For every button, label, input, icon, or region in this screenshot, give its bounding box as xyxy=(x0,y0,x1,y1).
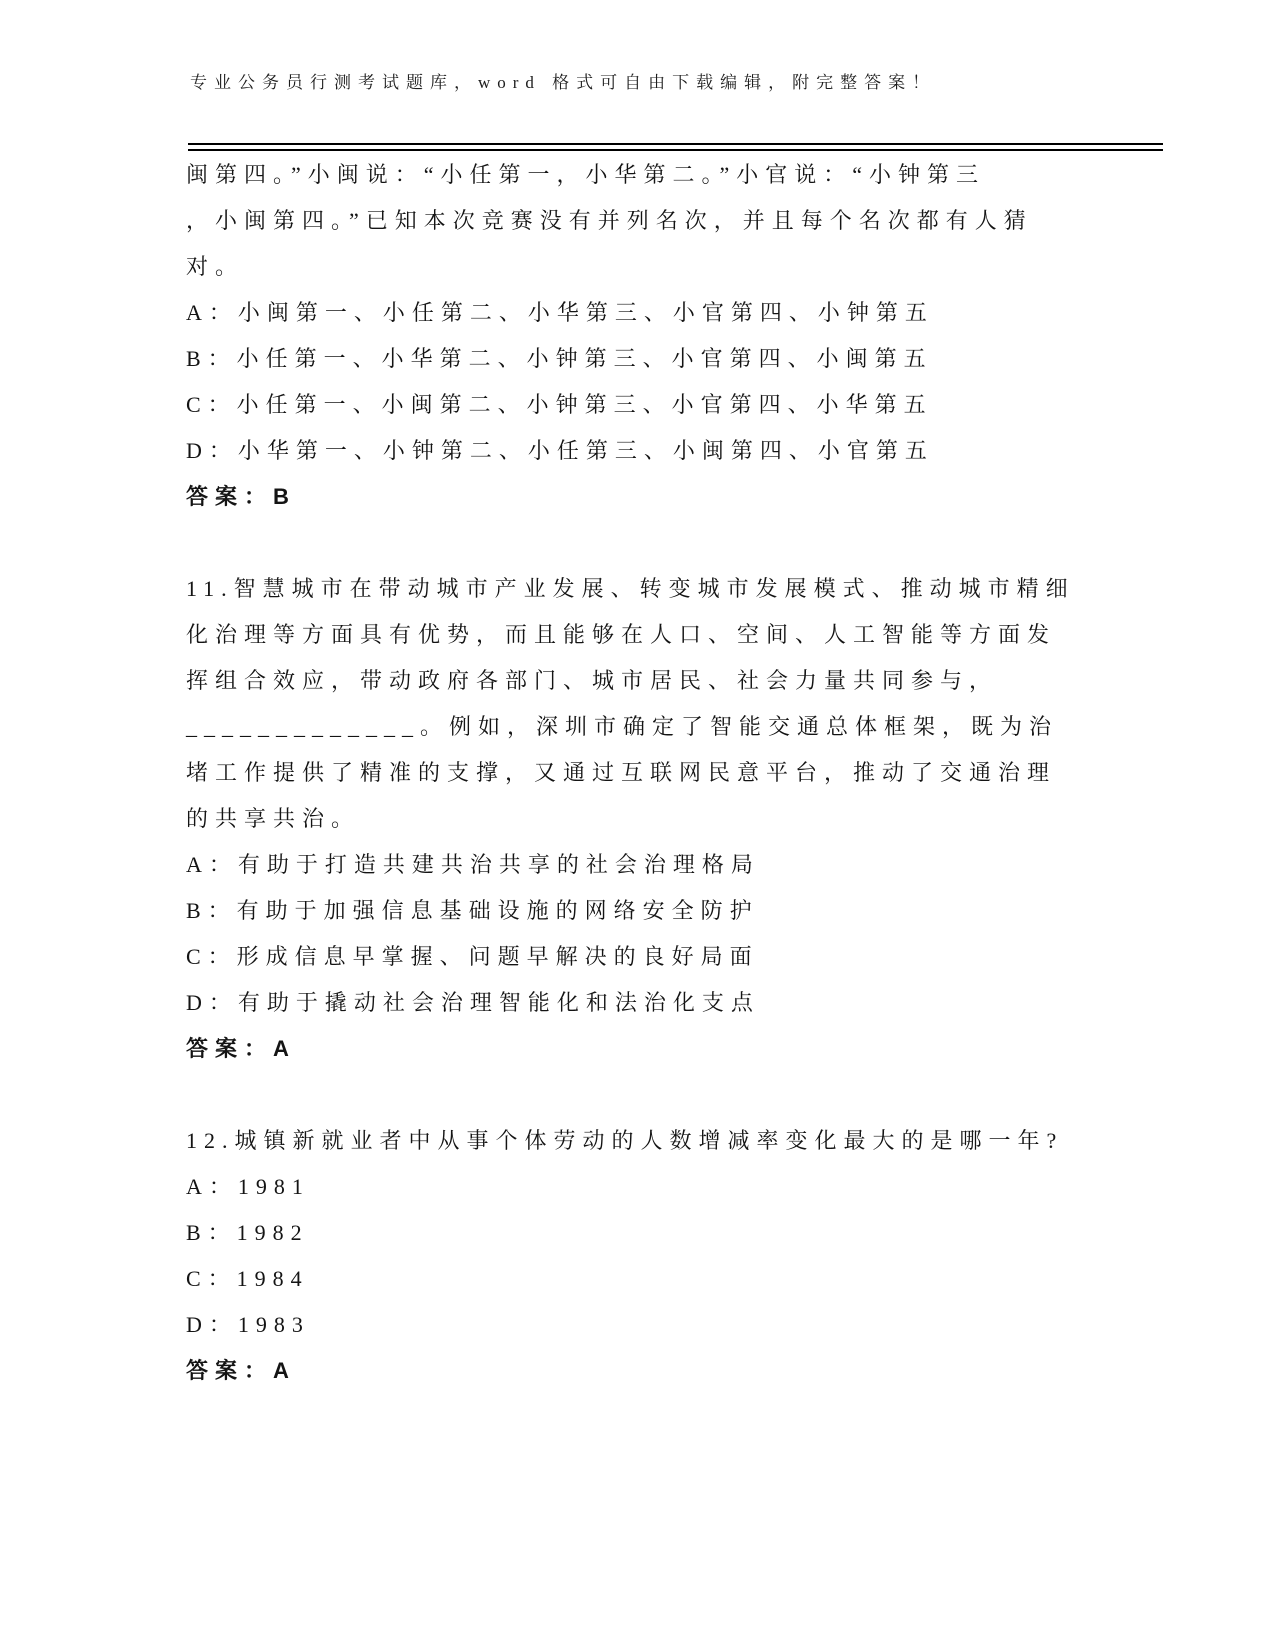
blank-line xyxy=(186,520,1196,566)
option-line-d: D：1983 xyxy=(186,1312,310,1337)
answer-line: 答案：B xyxy=(186,484,296,509)
question-text-line: 的共享共治。 xyxy=(186,806,361,831)
question-text-line: 化治理等方面具有优势，而且能够在人口、空间、人工智能等方面发 xyxy=(186,622,1057,647)
page-header-text: 专业公务员行测考试题库，word 格式可自由下载编辑，附完整答案！ xyxy=(190,73,937,92)
option-line-c: C：1984 xyxy=(186,1266,309,1291)
option-line-c: C：形成信息早掌握、问题早解决的良好局面 xyxy=(186,944,759,969)
blank-line xyxy=(186,1072,1196,1118)
question-text-line-with-blank: _____________。例如，深圳市确定了智能交通总体框架，既为治 xyxy=(186,714,1059,739)
option-line-b: B：1982 xyxy=(186,1220,309,1245)
option-line-d: D：小华第一、小钟第二、小任第三、小闽第四、小官第五 xyxy=(186,438,934,463)
header-rule xyxy=(188,143,1163,151)
question-text-line: ，小闽第四。”已知本次竞赛没有并列名次，并且每个名次都有人猜 xyxy=(186,208,1033,233)
question-text-line: 对。 xyxy=(186,254,245,279)
question-text-line: 11.智慧城市在带动城市产业发展、转变城市发展模式、推动城市精细 xyxy=(186,576,1075,601)
option-line-a: A：1981 xyxy=(186,1174,310,1199)
question-block-12 xyxy=(186,1118,1196,1394)
answer-line: 答案：A xyxy=(186,1036,296,1061)
document-content xyxy=(186,152,1196,1394)
question-text-line: 堵工作提供了精准的支撑，又通过互联网民意平台，推动了交通治理 xyxy=(186,760,1057,785)
question-block-11 xyxy=(186,566,1196,1072)
option-line-b: B：小任第一、小华第二、小钟第三、小官第四、小闽第五 xyxy=(186,346,933,371)
question-text-line: 12.城镇新就业者中从事个体劳动的人数增减率变化最大的是哪一年? xyxy=(186,1128,1064,1153)
option-line-d: D：有助于撬动社会治理智能化和法治化支点 xyxy=(186,990,760,1015)
question-block-10 xyxy=(186,152,1196,520)
option-line-a: A：小闽第一、小任第二、小华第三、小官第四、小钟第五 xyxy=(186,300,934,325)
question-text-line: 闽第四。”小闽说：“小任第一，小华第二。”小官说：“小钟第三 xyxy=(186,162,986,187)
answer-line: 答案：A xyxy=(186,1358,296,1383)
option-line-b: B：有助于加强信息基础设施的网络安全防护 xyxy=(186,898,759,923)
option-line-a: A：有助于打造共建共治共享的社会治理格局 xyxy=(186,852,760,877)
option-line-c: C：小任第一、小闽第二、小钟第三、小官第四、小华第五 xyxy=(186,392,933,417)
question-text-line: 挥组合效应，带动政府各部门、城市居民、社会力量共同参与， xyxy=(186,668,999,693)
